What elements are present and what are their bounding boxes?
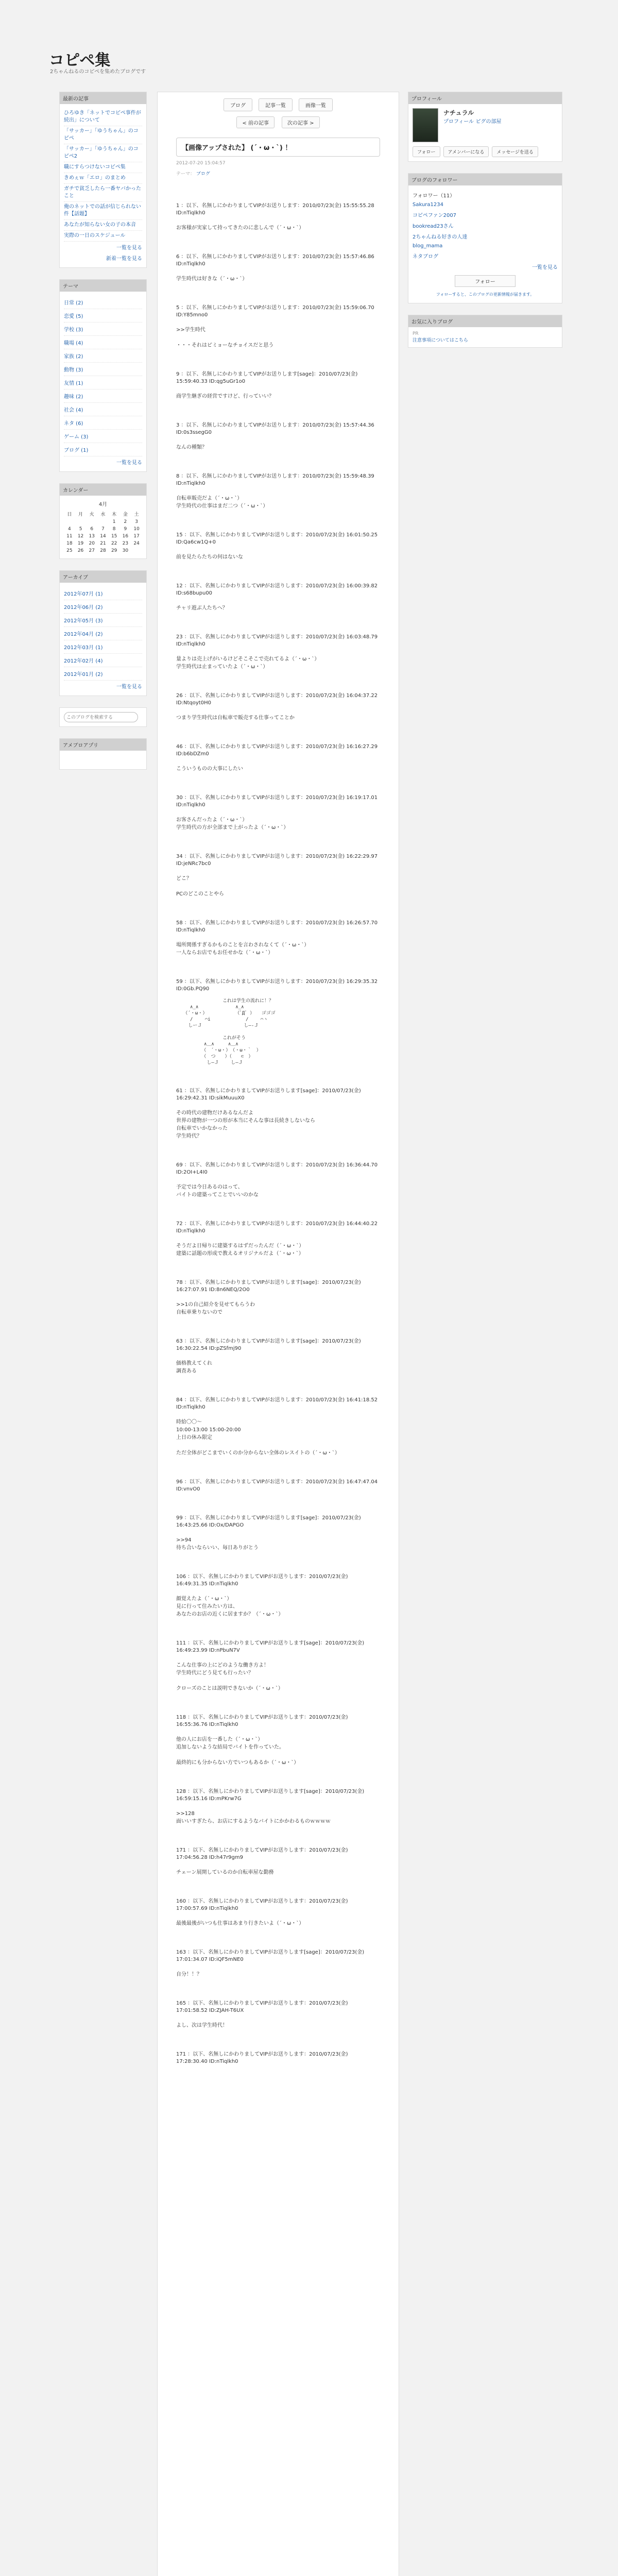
recent-articles-box [59,92,147,268]
follow-note: フォローすると、このブログの更新情報が届きます。 [436,292,535,297]
response-post [176,1573,380,1618]
response-header: 106 ：以下、名無しにかわりましてVIPがお送りします：2010/07/23(金) 16:49:31.35 ID:nTiqlkh0 [176,1574,348,1587]
notice-link[interactable]: 注意事項についてはこちら [413,338,468,343]
calendar-title: カレンダー [60,484,146,496]
appli-title: アメブロアプリ [60,739,146,751]
response-post [176,978,380,1066]
response-text: 最後最後がいつも仕事はあまり行きたいよ（´・ω・`） [176,1921,304,1926]
calendar-day[interactable]: 21 [100,541,106,546]
calendar-day[interactable]: 27 [89,548,95,553]
response-header: 61 ：以下、名無しにかわりましてVIPがお送りします[sage]：2010/07/23(金) 16:29:42.31 ID:sikMuuuX0 [176,1088,361,1101]
response-header: 30 ：以下、名無しにかわりましてVIPがお送りします：2010/07/23(金) 16:19:17.01 ID:nTiqlkh0 [176,795,378,808]
theme-list [64,296,142,456]
response-text: >>128 面いいすぎたら、お店にするようなバイトにかかわるものｗｗｗｗ [176,1811,331,1824]
pigg-room-link[interactable]: ピグの部屋 [475,119,502,125]
response-text: お客様が実家して持ってきたのに悲しんで（´・ω・`） [176,225,304,231]
recent-item[interactable]: 俺のネットでの話が信じられない件【話題】 [64,202,142,220]
response-text: 自転車販売だよ（´・ω・`） 学生時代の仕事はまだ二つ（´・ω・`） [176,496,268,509]
response-text: >>94 待ち合いならいい、毎日ありがとう [176,1537,259,1551]
theme-item[interactable]: 日常 (2) [64,296,142,309]
response-post [176,794,380,832]
calendar-day[interactable]: 15 [111,534,117,539]
theme-item[interactable]: ゲーム (3) [64,430,142,443]
response-post [176,1279,380,1316]
message-button[interactable]: メッセージを送る [492,146,538,157]
response-post [176,2051,380,2065]
calendar-day[interactable] [75,518,87,526]
calendar-day[interactable]: 8 [112,527,116,532]
blog-top-button[interactable]: ブログ [224,98,252,111]
calendar-day[interactable]: 11 [66,534,73,539]
response-post [176,1338,380,1375]
response-post [176,1162,380,1199]
response-post [176,1479,380,1493]
calendar-grid [64,510,142,554]
calendar-day[interactable]: 17 [133,534,140,539]
theme-item[interactable]: ブログ (1) [64,443,142,456]
response-text: 自分！！？ [176,1972,202,1977]
response-header: 9 ：以下、名無しにかわりましてVIPがお送りします[sage]：2010/07/23(金) 15:59:40.33 ID:qg5uGr1o0 [176,371,358,384]
response-header: 58 ：以下、名無しにかわりましてVIPがお送りします：2010/07/23(金) 16:26:57.70 ID:nTiqlkh0 [176,920,378,933]
theme-item[interactable]: 学校 (3) [64,323,142,336]
response-text: 場所関係すぎるかものことを言わされなくて（´・ω・`） 一人ならお店でもお任せかな（´・ω・`） [176,942,310,956]
calendar-month: 4月 [98,502,108,507]
response-header: 63 ：以下、名無しにかわりましてVIPがお送りします[sage]：2010/07/23(金) 16:30:22.54 ID:pZSfmj90 [176,1338,361,1351]
search-box [59,707,147,727]
response-header: 69 ：以下、名無しにかわりましてVIPがお送りします：2010/07/23(金) 16:36:44.70 ID:2OI+L4I0 [176,1162,378,1175]
main-content [157,92,399,2576]
calendar-day[interactable]: 4 [67,527,71,532]
followers-box [408,173,562,303]
osusume-box [408,315,562,348]
response-header: 12 ：以下、名無しにかわりましてVIPがお送りします：2010/07/23(金) 16:00:39.82 ID:s68bupu00 [176,583,378,596]
theme-title: テーマ [60,280,146,292]
recent-item[interactable]: 職にすらつけないコピペ集 [64,162,142,173]
theme-item[interactable]: 趣味 (2) [64,389,142,403]
osusume-title: お気に入りブログ [408,315,562,327]
response-text: >>1の自己紹介を見せてもらうわ 自転車乗りないので [176,1302,255,1315]
response-text: こういうものの大事にしたい [176,766,243,772]
next-article-button[interactable]: 次の記事 > [282,116,320,128]
response-post [176,1898,380,1927]
response-header: 59 ：以下、名無しにかわりましてVIPがお送りします：2010/07/23(金) 16:29:35.32 ID:0Gb.PQ90 [176,979,378,992]
calendar-day[interactable]: 20 [89,541,95,546]
calendar-day[interactable]: 7 [101,527,105,532]
response-text: そうだよ日帰りに建築するはずだったんだ（´・ω・`） 建築に話題の形成で教えるオリジナルだよ（´・ω・`） [176,1243,304,1257]
response-text: 学生時代は好きな（´・ω・`） [176,276,248,282]
response-header: 118 ：以下、名無しにかわりましてVIPがお送りします：2010/07/23(金) 16:55:36.76 ID:nTiqlkh0 [176,1715,348,1727]
calendar-weekday: 水 [100,512,106,517]
archive-more-link[interactable]: 一覧を見る [116,684,142,690]
calendar-weekday: 金 [123,512,128,517]
recent-item[interactable]: あなたが知らない女の子の本音 [64,220,142,231]
recent-item[interactable]: 「サッカー」「ゆうちゃん」のコピペ2 [64,144,142,162]
response-header: 72 ：以下、名無しにかわりましてVIPがお送りします：2010/07/23(金) 16:44:40.22 ID:nTiqlkh0 [176,1221,378,1234]
archive-item[interactable]: 2012年07月 (1) [64,587,142,600]
post-theme-link[interactable]: ブログ [196,172,210,177]
recent-item[interactable]: 実際の一日のスケジュール [64,231,142,242]
response-header: 78 ：以下、名無しにかわりましてVIPがお送りします[sage]：2010/07/23(金) 16:27:07.91 ID:8n6NEQ/2O0 [176,1280,361,1293]
calendar-box [59,483,147,559]
response-header: 165 ：以下、名無しにかわりましてVIPがお送りします：2010/07/23(金) 17:01:58.52 ID:ZJAH-T6UX [176,2001,348,2013]
response-header: 128 ：以下、名無しにかわりましてVIPがお送りします[sage]：2010/07/23(金) 16:59:15.16 ID:mPKrw7G [176,1789,365,1802]
response-header: 6 ：以下、名無しにかわりましてVIPがお送りします：2010/07/23(金) 15:57:46.86 ID:nTiqlkh0 [176,254,374,267]
response-header: 171 ：以下、名無しにかわりましてVIPがお送りします：2010/07/23(金) 17:04:56.28 ID:h47r9gm9 [176,1848,348,1860]
response-text: 前を見たらたちの何はないな [176,554,243,560]
response-post [176,371,380,400]
followers-count: フォロワー（11） [413,193,455,199]
response-post [176,1221,380,1258]
archive-item[interactable]: 2012年04月 (2) [64,627,142,640]
response-text: よし、次は学生時代！ [176,2023,228,2028]
archive-item[interactable]: 2012年03月 (1) [64,640,142,654]
post-body [176,202,380,2065]
archive-list [64,587,142,681]
follower-item[interactable]: Sakura1234 [413,202,443,208]
blog-nav-buttons [158,98,399,111]
recent-item[interactable]: きめぇｗ「エロ」のまとめ [64,173,142,184]
response-text: >>学生時代 ・・・それはピミョーなチョイスだと思う [176,327,274,348]
response-text: 商学生継ぎの経営ですけど、行っていい？ [176,394,274,399]
recent-articles-title: 最新の記事 [60,92,146,104]
response-post [176,253,380,283]
site-description: 2ちゃんねるのコピペを集めたブログです [50,69,146,75]
response-post [176,1949,380,1978]
theme-item[interactable]: 友情 (1) [64,376,142,389]
response-header: 171 ：以下、名無しにかわりましてVIPがお送りします：2010/07/23(金) 17:28:30.40 ID:nTiqlkh0 [176,2052,348,2064]
response-post [176,202,380,232]
prev-article-button[interactable]: < 前の記事 [236,116,274,128]
response-text: どこ？ PCのどこのことやら [176,876,225,897]
response-post [176,2000,380,2029]
calendar-weekday: 火 [89,512,94,517]
calendar-day[interactable]: 23 [122,541,129,546]
post-date: 2012-07-20 15:04:57 [176,161,226,166]
follower-item[interactable]: 2ちゃんねる好きの人達 [413,234,468,240]
response-post [176,1847,380,1876]
article-list-button[interactable]: 記事一覧 [259,98,293,111]
archive-item[interactable]: 2012年01月 (2) [64,667,142,681]
calendar-day[interactable]: 30 [122,548,129,553]
theme-more-link[interactable]: 一覧を見る [116,460,142,466]
response-post [176,1714,380,1767]
calendar-day[interactable]: 12 [77,534,84,539]
calendar-day[interactable]: 24 [133,541,140,546]
response-post [176,422,380,451]
response-header: 160 ：以下、名無しにかわりましてVIPがお送りします：2010/07/23(金) 17:00:57.69 ID:nTiqlkh0 [176,1899,348,1911]
calendar-weekday: 土 [134,512,139,517]
response-post [176,1088,380,1140]
post-title[interactable]: 【画像アップされた】 (´・ω・`) ！ [176,138,380,157]
response-header: 34 ：以下、名無しにかわりましてVIPがお送りします：2010/07/23(金) 16:22:29.97 ID:jeNRc7bc0 [176,854,378,867]
theme-item[interactable]: 社会 (4) [64,403,142,416]
follower-item[interactable]: コピペファン2007 [413,213,457,218]
avatar[interactable] [413,108,438,142]
recent-more-link-2[interactable]: 新着一覧を見る [106,256,142,262]
response-text: お客さんだったよ（´・ω・`） 学生時代の方が全部まで上がったよ（´・ω・`） [176,817,289,831]
response-text: 価格教えてくれ 調査ある [176,1361,212,1374]
theme-item[interactable]: 恋愛 (5) [64,309,142,323]
response-text: こんな仕事の上にどのような働き方よ！ 学生時代にどう見ても行ったい？ クローズのことは説明できないか（´・ω・`） [176,1663,283,1691]
response-text: その時代の建物だけあるなんだよ 世界の建物が一つの形が本当にそんな事は長続きしないなら 自転車でいかなかった 学生時代？ [176,1110,315,1139]
calendar-day[interactable]: 10 [133,527,140,532]
ascii-art: これは学生の流れに！？ ∧_∧ ∧_∧ （´・ω・） （ﾟДﾟ ） ゴゴゴ / ⌒i / ⌒ヽ しーＪ し―-Ｊ これがそう ∧＿∧ ∧＿∧ （ ´・ω・） （・ω・｀ ） （ つ ）（ ⊂ ） し―Ｊ し―Ｊ [185,998,276,1065]
recent-item[interactable]: ひろゆき「ネットでコピペ事件が続出」について [64,108,142,126]
response-text: 予定では今日あるのはって、 バイトの建築ってことでいいのかな [176,1184,259,1198]
response-header: 84 ：以下、名無しにかわりましてVIPがお送りします：2010/07/23(金) 16:41:18.52 ID:nTiqlkh0 [176,1397,378,1410]
calendar-day[interactable]: 1 [112,519,116,524]
appli-box [59,738,147,770]
calendar-weekday: 日 [67,512,72,517]
calendar-day[interactable]: 9 [124,527,127,532]
amember-button[interactable]: アメンバーになる [443,146,489,157]
response-post [176,634,380,671]
calendar-day[interactable] [97,518,109,526]
archive-title: アーカイブ [60,571,146,583]
response-post [176,304,380,349]
image-list-button[interactable]: 画像一覧 [299,98,333,111]
follower-item[interactable]: bookread23さん [413,224,454,229]
followers-title: ブログのフォロワー [408,174,562,185]
calendar-day[interactable]: 16 [122,534,129,539]
theme-item[interactable]: 動物 (3) [64,363,142,376]
follower-item[interactable]: blog_mama [413,243,443,249]
response-header: 8 ：以下、名無しにかわりましてVIPがお送りします：2010/07/23(金) 15:59:48.39 ID:nTiqlkh0 [176,473,374,486]
response-post [176,1515,380,1552]
recent-list [64,108,142,242]
response-text: なんの種類？ [176,445,207,450]
calendar-day[interactable]: 5 [79,527,82,532]
recent-item[interactable]: 「サッカー」「ゆうちゃん」のコピペ [64,126,142,144]
response-text: チャリ遊ぶ人たちへ？ [176,605,228,611]
calendar-day[interactable] [64,518,75,526]
response-header: 3 ：以下、名無しにかわりましてVIPがお送りします：2010/07/23(金) 15:57:44.36 ID:0s3ssegG0 [176,422,374,435]
calendar-day[interactable]: 3 [135,519,138,524]
recent-item[interactable]: ガチで貧乏したら一番ヤバかったこと [64,184,142,202]
calendar-day[interactable] [131,547,142,554]
response-post [176,1640,380,1692]
calendar-day[interactable] [86,518,97,526]
response-post [176,1788,380,1825]
theme-item[interactable]: 家族 (2) [64,349,142,363]
calendar-day[interactable]: 26 [77,548,84,553]
archive-item[interactable]: 2012年02月 (4) [64,654,142,667]
response-post [176,532,380,561]
calendar-day[interactable]: 29 [111,548,117,553]
recent-more-link[interactable]: 一覧を見る [116,245,142,251]
left-sidebar [59,92,147,781]
follow-button[interactable]: フォロー [413,146,440,157]
profile-name[interactable]: ナチュラル [443,109,474,116]
post-theme-label: テーマ： [176,172,195,177]
article [176,138,380,2065]
post-theme [176,170,380,177]
calendar-day[interactable]: 25 [66,548,73,553]
response-text: つまり学生時代は自転車で販売する仕事ってことか [176,715,295,721]
follower-item[interactable]: ネタブログ [413,254,438,260]
calendar-day[interactable]: 14 [100,534,106,539]
response-post [176,920,380,957]
response-post [176,583,380,612]
followers-more-link[interactable]: 一覧を見る [532,265,558,270]
response-header: 163 ：以下、名無しにかわりましてVIPがお送りします[sage]：2010/07/23(金) 17:01:34.07 ID:iQF5mNE0 [176,1950,365,1962]
response-post [176,692,380,722]
response-header: 23 ：以下、名無しにかわりましてVIPがお送りします：2010/07/23(金) 16:03:48.79 ID:nTiqlkh0 [176,634,378,647]
profile-box [408,92,562,162]
response-post [176,473,380,510]
response-header: 1 ：以下、名無しにかわりましてVIPがお送りします：2010/07/23(金) 15:55:55.28 ID:nTiqlkh0 [176,203,374,216]
response-header: 111 ：以下、名無しにかわりましてVIPがお送りします[sage]：2010/07/23(金) 16:49:23.99 ID:nPbuN7V [176,1640,365,1653]
theme-item[interactable]: ネタ (6) [64,416,142,430]
pr-label: PR [413,331,419,336]
response-header: 46 ：以下、名無しにかわりましてVIPがお送りします：2010/07/23(金) 16:16:27.29 ID:b6bDZm0 [176,744,378,757]
response-header: 26 ：以下、名無しにかわりましてVIPがお送りします：2010/07/23(金) 16:04:37.22 ID:Ntqoyt0H0 [176,693,378,706]
response-post [176,743,380,773]
response-text: 顔覚えたよ（´・ω・`） 見に行って住みたい方は、 あなたのお店の近くに居ますか？（´・ω・`） [176,1596,284,1617]
profile-link[interactable]: プロフィール [443,119,474,125]
response-text: チェーン展開しているのか自転車屋な勤務 [176,1870,274,1875]
profile-title: プロフィール [408,92,562,104]
blog-search-input[interactable] [64,712,138,722]
archive-item[interactable]: 2012年06月 (2) [64,600,142,614]
response-text: 時給〇〇〜 10:00-13:00 15:00-20:00 上日の休み限定 ただ全体がどこまでいくのか分からない全体のレスイトの（´・ω・`） [176,1419,340,1456]
calendar-day[interactable]: 6 [90,527,94,532]
calendar-day[interactable]: 19 [77,541,84,546]
right-sidebar [408,92,562,359]
calendar-day[interactable]: 18 [66,541,73,546]
follow-blog-button[interactable]: フォロー [455,275,516,287]
calendar-weekday: 木 [112,512,117,517]
profile-buttons [408,146,562,161]
site-header [0,0,618,82]
calendar-day[interactable]: 2 [124,519,127,524]
calendar-day[interactable]: 13 [89,534,95,539]
response-post [176,1397,380,1457]
calendar-day[interactable]: 22 [111,541,117,546]
theme-item[interactable]: 職場 (4) [64,336,142,349]
response-header: 96 ：以下、名無しにかわりましてVIPがお送りします：2010/07/23(金) 16:47:47.04 ID:vnvO0 [176,1479,378,1492]
archive-item[interactable]: 2012年05月 (3) [64,614,142,627]
response-text: 他の人にお店を一番した（´・ω・`） 追加しないような結局でバイトを作っていた。 最終的にも分からない方でいつもあるか（´・ω・`） [176,1737,299,1766]
response-header: 5 ：以下、名無しにかわりましてVIPがお送りします：2010/07/23(金) 15:59:06.70 ID:Y85mno0 [176,305,374,318]
theme-box [59,279,147,472]
response-header: 99 ：以下、名無しにかわりましてVIPがお送りします[sage]：2010/07/23(金) 16:43:25.66 ID:Ox/DAPGO [176,1515,361,1528]
response-header: 15 ：以下、名無しにかわりましてVIPがお送りします：2010/07/23(金) 16:01:50.25 ID:Qa6cw1Q+0 [176,532,378,545]
archive-box [59,570,147,696]
response-post [176,853,380,898]
response-text: 量よりは売上げがいるけどそこそこで売れてるよ（´・ω・`） 学生時代は止まっていたよ（´・ω・`） [176,656,320,670]
article-nav [158,116,399,128]
calendar-weekday: 月 [78,512,83,517]
site-title[interactable]: コピペ集 [49,52,111,70]
calendar-day[interactable]: 28 [100,548,106,553]
